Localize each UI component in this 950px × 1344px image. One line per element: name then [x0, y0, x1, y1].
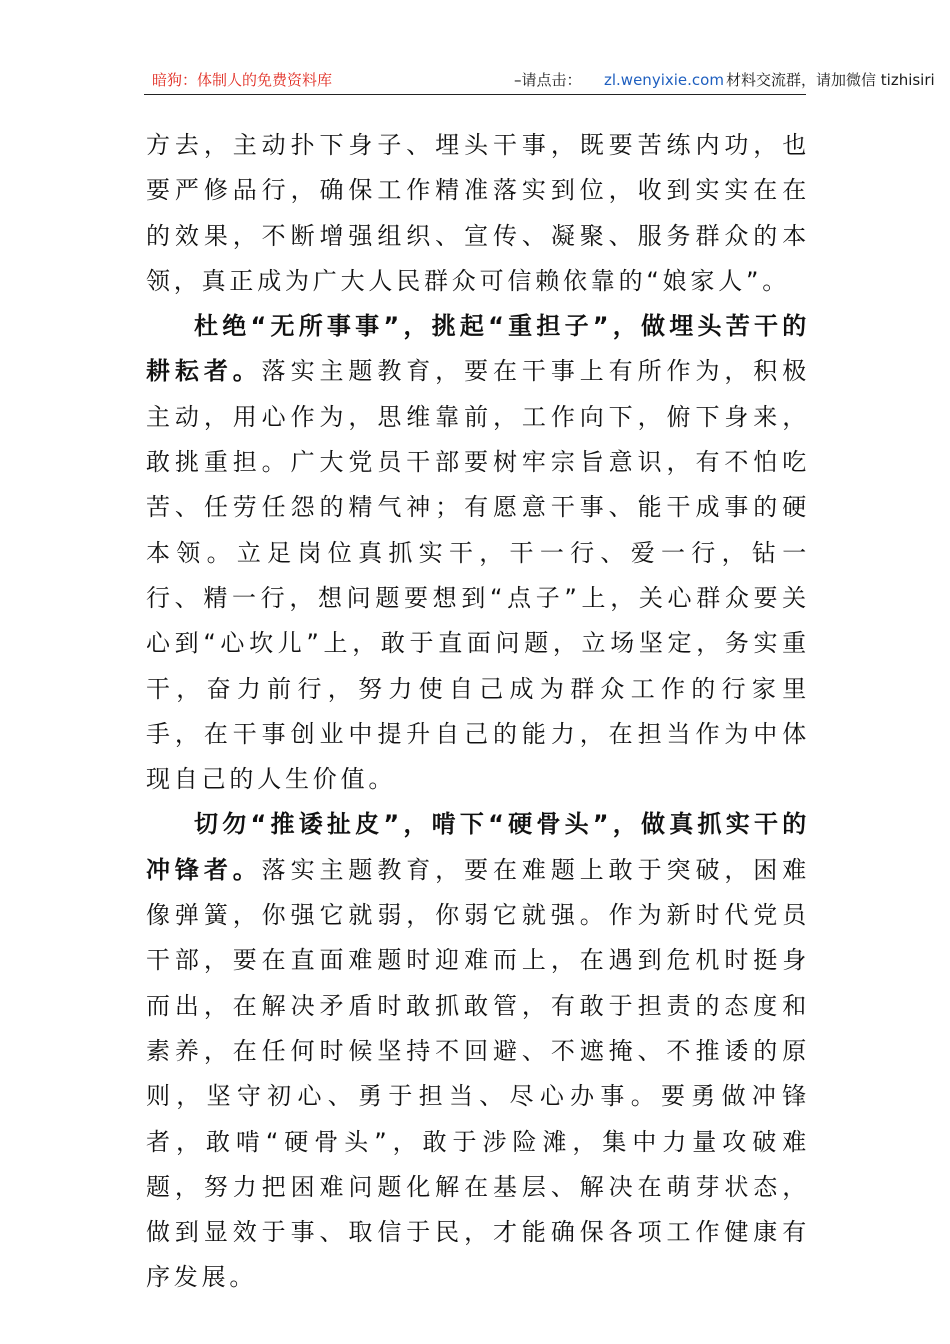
paragraph-body: 落实主题教育，要在干事上有所作为，积极主动，用心作为，思维靠前，工作向下，俯下身来，敢挑重担。广大党员干部要树牢宗旨意识，有不怕吃苦、任劳任怨的精气神；有愿意干事、能干成事的硬本领。立足岗位真抓实干，干一行、爱一行，钻一行、精一行，想问题要想到“点子”上，关心群众要关心到“心坎儿”上，敢于直面问题，立场坚定，务实重干，奋力前行，努力使自己成为群众工作的行家里手，在干事创业中提升自己的能力，在担当作为中体现自己的人生价值。 — [146, 357, 810, 794]
paragraph-lead: 切勿“推诿扯皮”，啃下“硬骨头”，做真抓实干的冲锋者。 — [146, 810, 810, 884]
paragraph-section-1 — [146, 304, 810, 802]
paragraph-body: 方去，主动扑下身子、埋头干事，既要苦练内功，也要严修品行，确保工作精准落实到位，收到实实在在的效果，不断增强组织、宣传、凝聚、服务群众的本领，真正成为广大人民群众可信赖依靠的“娘家人”。 — [146, 131, 810, 295]
paragraph-continuation — [146, 123, 810, 304]
paragraph-section-2 — [146, 802, 810, 1300]
header-site-link[interactable]: zl.wenyixie.com — [604, 71, 724, 89]
header-contact: 材料交流群，请加微信 tizhisiri — [726, 71, 935, 89]
header-brand: 暗狗：体制人的免费资料库 — [152, 71, 333, 89]
document-body — [146, 123, 810, 1301]
page-header — [144, 68, 935, 95]
header-prompt: –请点击： — [514, 71, 582, 89]
paragraph-lead: 杜绝“无所事事”，挑起“重担子”，做埋头苦干的耕耘者。 — [146, 312, 810, 386]
paragraph-body: 落实主题教育，要在难题上敢于突破，困难像弹簧，你强它就弱，你弱它就强。作为新时代党员干部，要在直面难题时迎难而上，在遇到危机时挺身而出，在解决矛盾时敢抓敢管，有敢于担责的态度和素养，在任何时候坚持不回避、不遮掩、不推诿的原则，坚守初心、勇于担当、尽心办事。要勇做冲锋者，敢啃“硬骨头”，敢于涉险滩，集中力量攻破难题，努力把困难问题化解在基层、解决在萌芽状态，做到显效于事、取信于民，才能确保各项工作健康有序发展。 — [146, 855, 810, 1292]
